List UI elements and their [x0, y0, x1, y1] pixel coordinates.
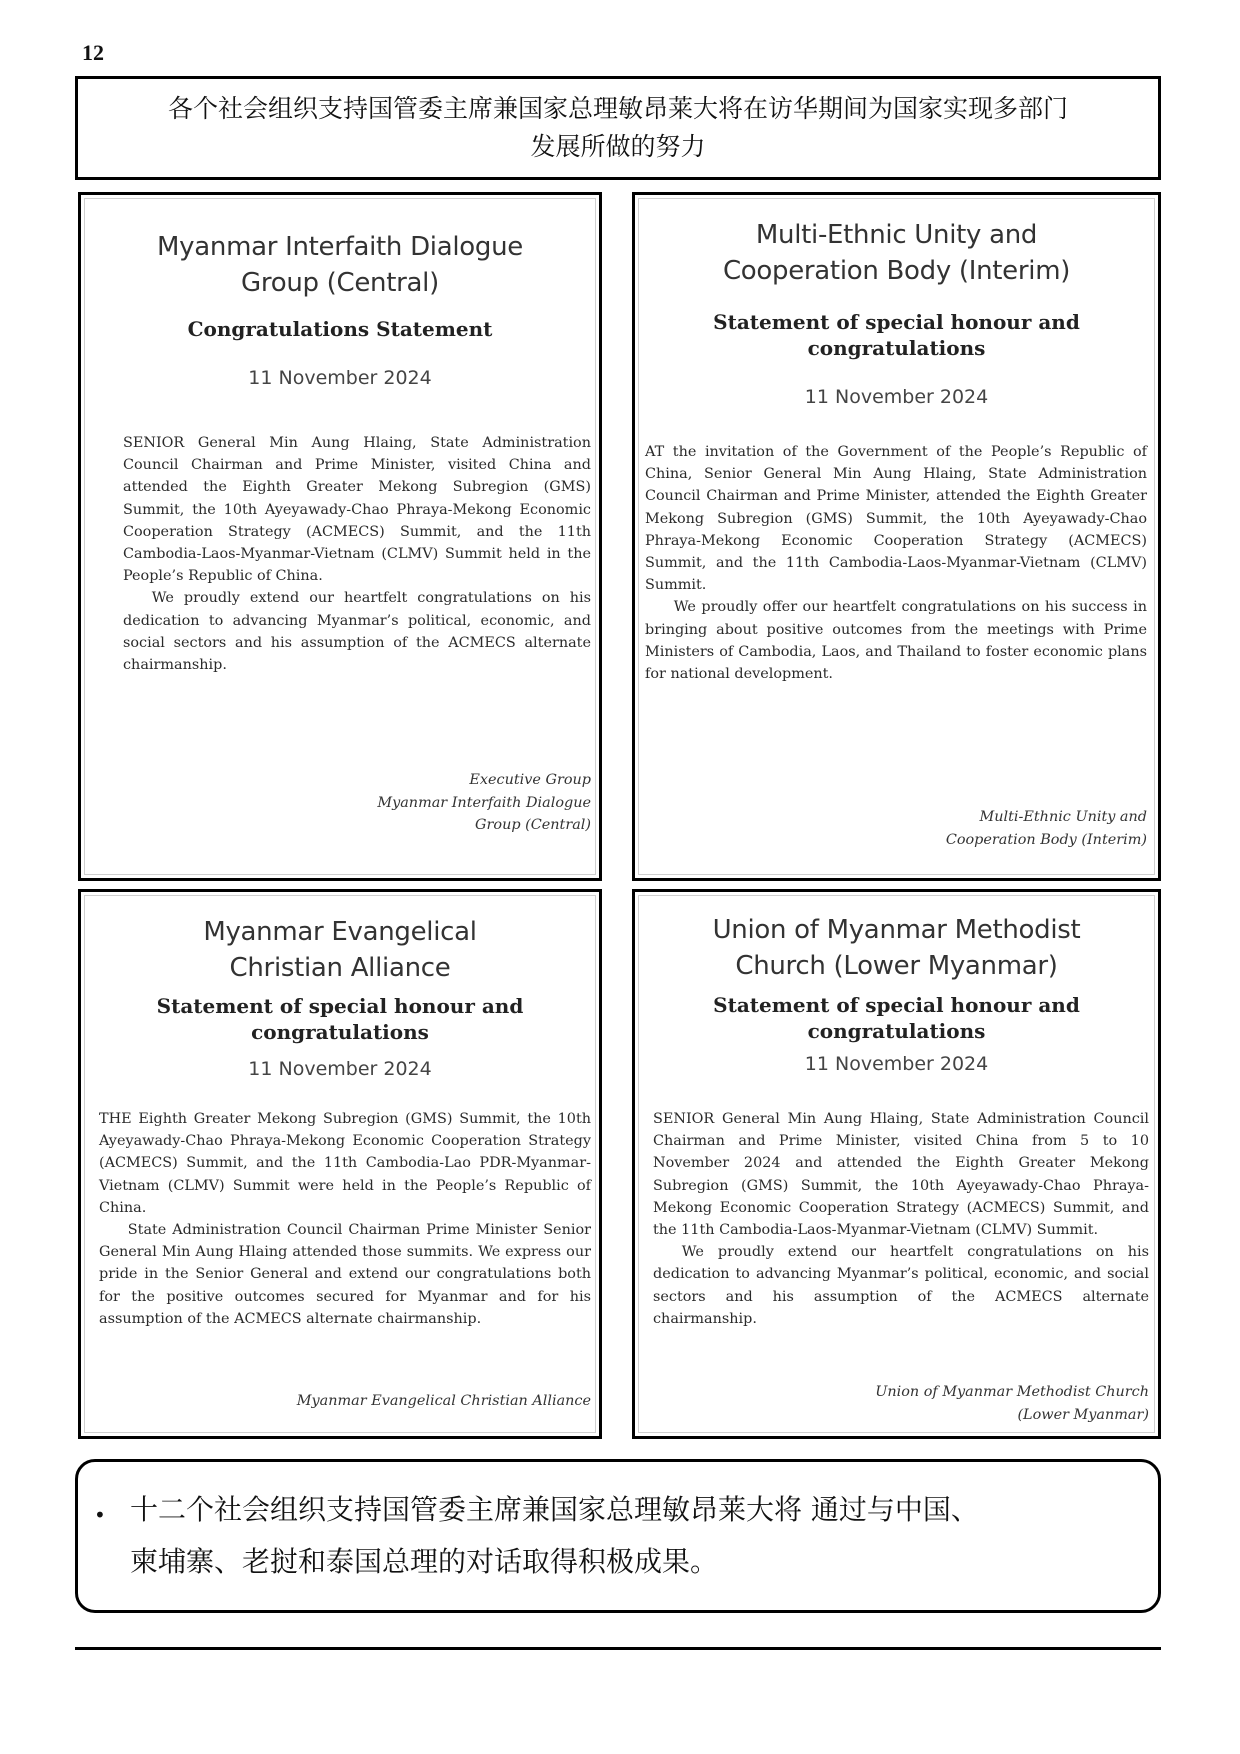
org-name — [639, 217, 1154, 289]
statement-date: 11 November 2024 — [248, 1058, 432, 1080]
statement-title-line: Statement of special honour and — [156, 994, 524, 1018]
body-paragraph: AT the invitation of the Government of the People’s Republic of China, Senior General Min Aung Hlaing, State Administration Council Chairman and Prime Minister, attended the Eighth Greater Mekong Subregion (GMS) Summit, the 10th Ayeyawady-Chao Phraya-Mekong Economic Cooperation Strategy (ACMECS) Summit, and the 11th Cambodia-Laos-Myanmar-Vietnam (CLMV) Summit. — [645, 444, 1147, 594]
org-name-line: Myanmar Interfaith Dialogue — [157, 232, 523, 262]
statement-date: 11 November 2024 — [804, 1053, 989, 1075]
statement-date: 11 November 2024 — [804, 386, 989, 408]
org-name — [639, 912, 1154, 984]
signature-line: Myanmar Evangelical Christian Alliance — [296, 1393, 591, 1409]
statement-title — [85, 316, 595, 342]
statement-date: 11 November 2024 — [248, 367, 432, 389]
card-inner-border — [638, 895, 1155, 1433]
org-name-line: Group (Central) — [241, 268, 439, 298]
statement-card — [78, 192, 602, 881]
statement-card — [632, 192, 1161, 881]
statement-signature — [297, 1390, 591, 1413]
signature-line: Executive Group — [469, 772, 591, 788]
summary-text — [130, 1484, 1128, 1588]
bullet-icon: • — [94, 1503, 106, 1527]
bottom-divider — [75, 1647, 1161, 1650]
org-name-line: Church (Lower Myanmar) — [735, 951, 1058, 981]
statement-title — [639, 309, 1154, 361]
statement-body — [653, 1108, 1149, 1330]
statement-body — [99, 1108, 591, 1330]
statement-signature — [875, 1381, 1149, 1426]
summary-line: 柬埔寨、老挝和泰国总理的对话取得积极成果。 — [130, 1545, 719, 1578]
signature-line: Union of Myanmar Methodist Church — [875, 1384, 1149, 1400]
statement-card — [632, 889, 1161, 1439]
signature-line: (Lower Myanmar) — [1017, 1406, 1149, 1423]
header-title-line-2: 发展所做的努力 — [530, 132, 706, 161]
summary-line: 十二个社会组织支持国管委主席兼国家总理敏昂莱大将 通过与中国、 — [130, 1493, 979, 1526]
body-paragraph: THE Eighth Greater Mekong Subregion (GMS) Summit, the 10th Ayeyawady-Chao Phraya-Mekong Economic Cooperation Strategy (ACMECS) Summit, and the 11th Cambodia-Lao PDR-Myanmar-Vietnam (CLMV) Summit were held in the People’s Republic of China. — [99, 1111, 591, 1216]
statement-title-line: congratulations — [807, 336, 986, 360]
org-name-line: Christian Alliance — [229, 953, 451, 983]
statement-signature — [377, 769, 591, 837]
card-inner-border — [84, 895, 596, 1433]
org-name — [85, 229, 595, 301]
body-paragraph: SENIOR General Min Aung Hlaing, State Administration Council Chairman and Prime Minister, visited China and attended the Eighth Greater Mekong Subregion (GMS) Summit, the 10th Ayeyawady-Chao Phraya-Mekong Economic Cooperation Strategy (ACMECS) Summit, and the 11th Cambodia-Laos-Myanmar-Vietnam (CLMV) Summit held in the People’s Republic of China. — [123, 435, 591, 585]
statement-body — [645, 441, 1147, 685]
signature-line: Cooperation Body (Interim) — [945, 831, 1147, 848]
org-name-line: Union of Myanmar Methodist — [712, 915, 1081, 945]
body-paragraph: We proudly extend our heartfelt congratulations on his dedication to advancing Myanmar’s political, economic, and social sectors and his assumption of the ACMECS alternate chairmanship. — [123, 590, 591, 674]
statement-title-line: Statement of special honour and — [713, 310, 1080, 334]
card-inner-border — [638, 198, 1155, 875]
page-number: 12 — [82, 40, 104, 65]
org-name — [85, 914, 595, 986]
statement-signature — [946, 806, 1147, 851]
signature-line: Multi-Ethnic Unity and — [979, 809, 1147, 825]
body-paragraph: We proudly extend our heartfelt congratulations on his dedication to advancing Myanmar’s political, economic, and social sectors and his assumption of the ACMECS alternate chairmanship. — [653, 1244, 1149, 1327]
header-box — [75, 76, 1161, 180]
statement-title-line: congratulations — [807, 1019, 986, 1043]
org-name-line: Multi-Ethnic Unity and — [755, 220, 1038, 250]
summary-box — [75, 1459, 1161, 1613]
signature-line: Myanmar Interfaith Dialogue — [377, 794, 591, 811]
statement-title-line: Statement of special honour and — [713, 993, 1080, 1017]
card-inner-border — [84, 198, 596, 875]
statement-body — [123, 432, 591, 676]
signature-line: Group (Central) — [475, 817, 591, 833]
body-paragraph: We proudly offer our heartfelt congratulations on his success in bringing about positive outcomes from the meetings with Prime Ministers of Cambodia, Laos, and Thailand to foster economic plans for national development. — [645, 599, 1147, 683]
org-name-line: Cooperation Body (Interim) — [722, 256, 1071, 286]
body-paragraph: SENIOR General Min Aung Hlaing, State Administration Council Chairman and Prime Minister, visited China from 5 to 10 November 2024 and attended the Eighth Greater Mekong Subregion (GMS) Summit, the 10th Ayeyawady-Chao Phraya-Mekong Economic Cooperation Strategy (ACMECS) Summit, and the 11th Cambodia-Laos-Myanmar-Vietnam (CLMV) Summit. — [653, 1111, 1149, 1239]
header-title-line-1: 各个社会组织支持国管委主席兼国家总理敏昂莱大将在访华期间为国家实现多部门 — [167, 94, 1068, 123]
statement-card — [78, 889, 602, 1439]
statement-title-line: Congratulations Statement — [187, 317, 493, 341]
statement-title-line: congratulations — [251, 1020, 429, 1044]
statement-title — [639, 992, 1154, 1044]
body-paragraph: State Administration Council Chairman Prime Minister Senior General Min Aung Hlaing attended those summits. We express our pride in the Senior General and extend our congratulations both for the positive outcomes secured for Myanmar and for his assumption of the ACMECS alternate chairmanship. — [99, 1222, 591, 1327]
org-name-line: Myanmar Evangelical — [203, 917, 477, 947]
statement-title — [85, 993, 595, 1045]
